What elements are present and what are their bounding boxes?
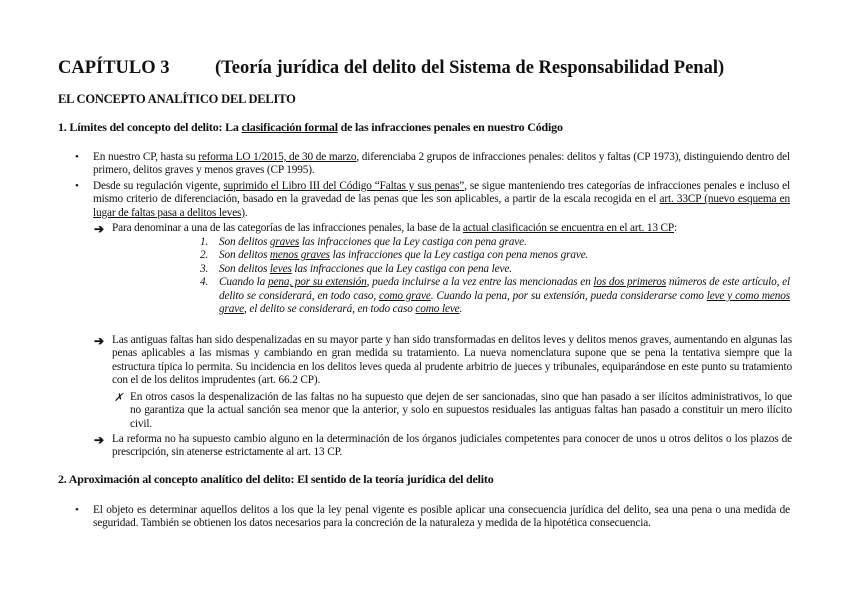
paragraph-arrow-2: Las antiguas faltas han sido despenalizadas en su mayor parte y han sido transformadas en delitos leves y delitos menos graves, aumentando en algunas las penas aplicables a las mismas y cambiando en gran medida su tratamiento. La nueva nomenclatura supone que se pena la tentativa siempre que la estructura típica lo permita. Su incidencia en los delitos leves queda al prudente arbitrio de jueces y tribunales, equiparándose en este punto su tratamiento con el de los delitos imprudentes (art. 66.2 CP). <box>112 334 792 387</box>
law-item <box>200 263 790 276</box>
text-run: Desde su regulación vigente, <box>93 180 224 192</box>
text-run: . <box>244 206 248 219</box>
paragraph-bullet-1 <box>93 151 790 178</box>
paragraph-cross-1: En otros casos la despenalización de las faltas no ha supuesto que dejen de ser sancionadas, sino que han pasado a ser ilícitos administrativos, lo que no garantiza que la actual sanción sea menor que la anterior, y solo en supuestos residuales las antiguas faltas han pasado a constituir un mero ilícito civil. <box>130 391 792 430</box>
cross-icon: ✗ <box>114 392 124 404</box>
paragraph-arrow-1 <box>112 222 792 235</box>
underlined-run: como leve <box>415 303 460 316</box>
underlined-run: leves <box>269 262 292 275</box>
chapter-title: CAPÍTULO 3 <box>58 58 170 78</box>
arrow-right-icon: ➔ <box>94 433 105 447</box>
text-run: Para denominar a una de las categorías de las infracciones penales, la base de la <box>112 222 463 234</box>
law-item <box>200 276 790 316</box>
law-item <box>200 236 790 249</box>
text-run: las infracciones que la Ley castiga con pena grave. <box>299 236 527 248</box>
section-heading: EL CONCEPTO ANALÍTICO DEL DELITO <box>58 92 296 106</box>
text-run: Son delitos <box>219 249 270 262</box>
text-run: las infracciones que la Ley castiga con pena menos grave. <box>329 249 589 262</box>
article-13-list <box>200 236 790 316</box>
text-run: , pueda incluirse a la vez entre las mencionadas en <box>366 276 594 289</box>
text-run: Son delitos <box>219 236 270 248</box>
underlined-run: actual clasificación se encuentra en el art. 13 CP <box>462 222 675 234</box>
arrow-right-icon: ➔ <box>94 222 105 236</box>
heading-1-post: de las infracciones penales en nuestro Código <box>337 120 563 134</box>
underlined-run: reforma LO 1/2015, de 30 de marzo <box>198 151 357 163</box>
arrow-right-icon: ➔ <box>94 334 105 348</box>
text-run: Cuando la <box>219 276 268 289</box>
text-run: las infracciones que la Ley castiga con pena leve. <box>291 262 512 275</box>
text-run: , diferenciaba 2 grupos de infracciones penales: delitos y faltas (CP 1973), distinguiendo dentro del primero, delitos graves y menos graves (CP 1995). <box>93 151 790 177</box>
heading-1-underlined: clasificación formal <box>241 120 338 134</box>
bullet-icon: • <box>75 504 79 516</box>
text-run: . Cuando la pena, por su extensión, pueda considerarse como <box>430 289 707 302</box>
text-run: : <box>674 222 678 234</box>
paragraph-bullet-2 <box>93 180 790 220</box>
list-number: 1. <box>200 236 209 248</box>
text-run: . <box>459 303 463 316</box>
heading-2: 2. Aproximación al concepto analítico del delito: El sentido de la teoría jurídica del delito <box>58 472 494 486</box>
chapter-subtitle: (Teoría jurídica del delito del Sistema de Responsabilidad Penal) <box>215 58 725 78</box>
text-run: números de este artículo, el delito se considerará, en todo caso, <box>219 276 790 302</box>
bullet-icon: • <box>75 151 79 163</box>
paragraph-bullet-3: El objeto es determinar aquellos delitos a los que la ley penal vigente es posible aplicar una consecuencia jurídica del delito, sea una pena o una medida de seguridad. También se obtienen los datos necesarios para la concreción de la naturaleza y medida de la hipotética consecuencia. <box>93 504 790 530</box>
underlined-run: menos graves <box>269 249 330 262</box>
text-run: , el delito se considerará, en todo caso <box>243 303 416 316</box>
list-number: 2. <box>200 249 209 262</box>
underlined-run: art. 33CP (nuevo esquema en lugar de faltas pasa a delitos leves) <box>93 193 790 219</box>
underlined-run: leve y como menos grave <box>219 289 791 316</box>
list-number: 3. <box>200 262 209 275</box>
text-run: En nuestro CP, hasta su <box>93 151 199 163</box>
underlined-run: suprimido el Libro III del Código “Faltas y sus penas” <box>223 180 465 192</box>
heading-1-pre: 1. Límites del concepto del delito: La <box>58 120 242 134</box>
underlined-run: pena, por su extensión <box>267 276 367 289</box>
text-run: , se sigue manteniendo tres categorías de infracciones penales e incluso el mismo criterio de diferenciación, basado en la gravedad de las penas que les son aplicables, a partir de la escala recogida en el <box>93 180 790 206</box>
text-run: Son delitos <box>219 262 270 275</box>
paragraph-arrow-3: La reforma no ha supuesto cambio alguno en la determinación de los órganos judiciales competentes para conocer de unos u otros delitos o los plazos de prescripción, sin atenerse estrictamente al art. 13 CP. <box>112 433 792 459</box>
bullet-icon: • <box>75 180 79 192</box>
heading-1 <box>58 120 563 135</box>
underlined-run: como grave <box>378 289 431 302</box>
underlined-run: graves <box>269 236 300 248</box>
law-item <box>200 249 790 262</box>
list-number: 4. <box>200 276 209 289</box>
underlined-run: los dos primeros <box>593 276 667 289</box>
